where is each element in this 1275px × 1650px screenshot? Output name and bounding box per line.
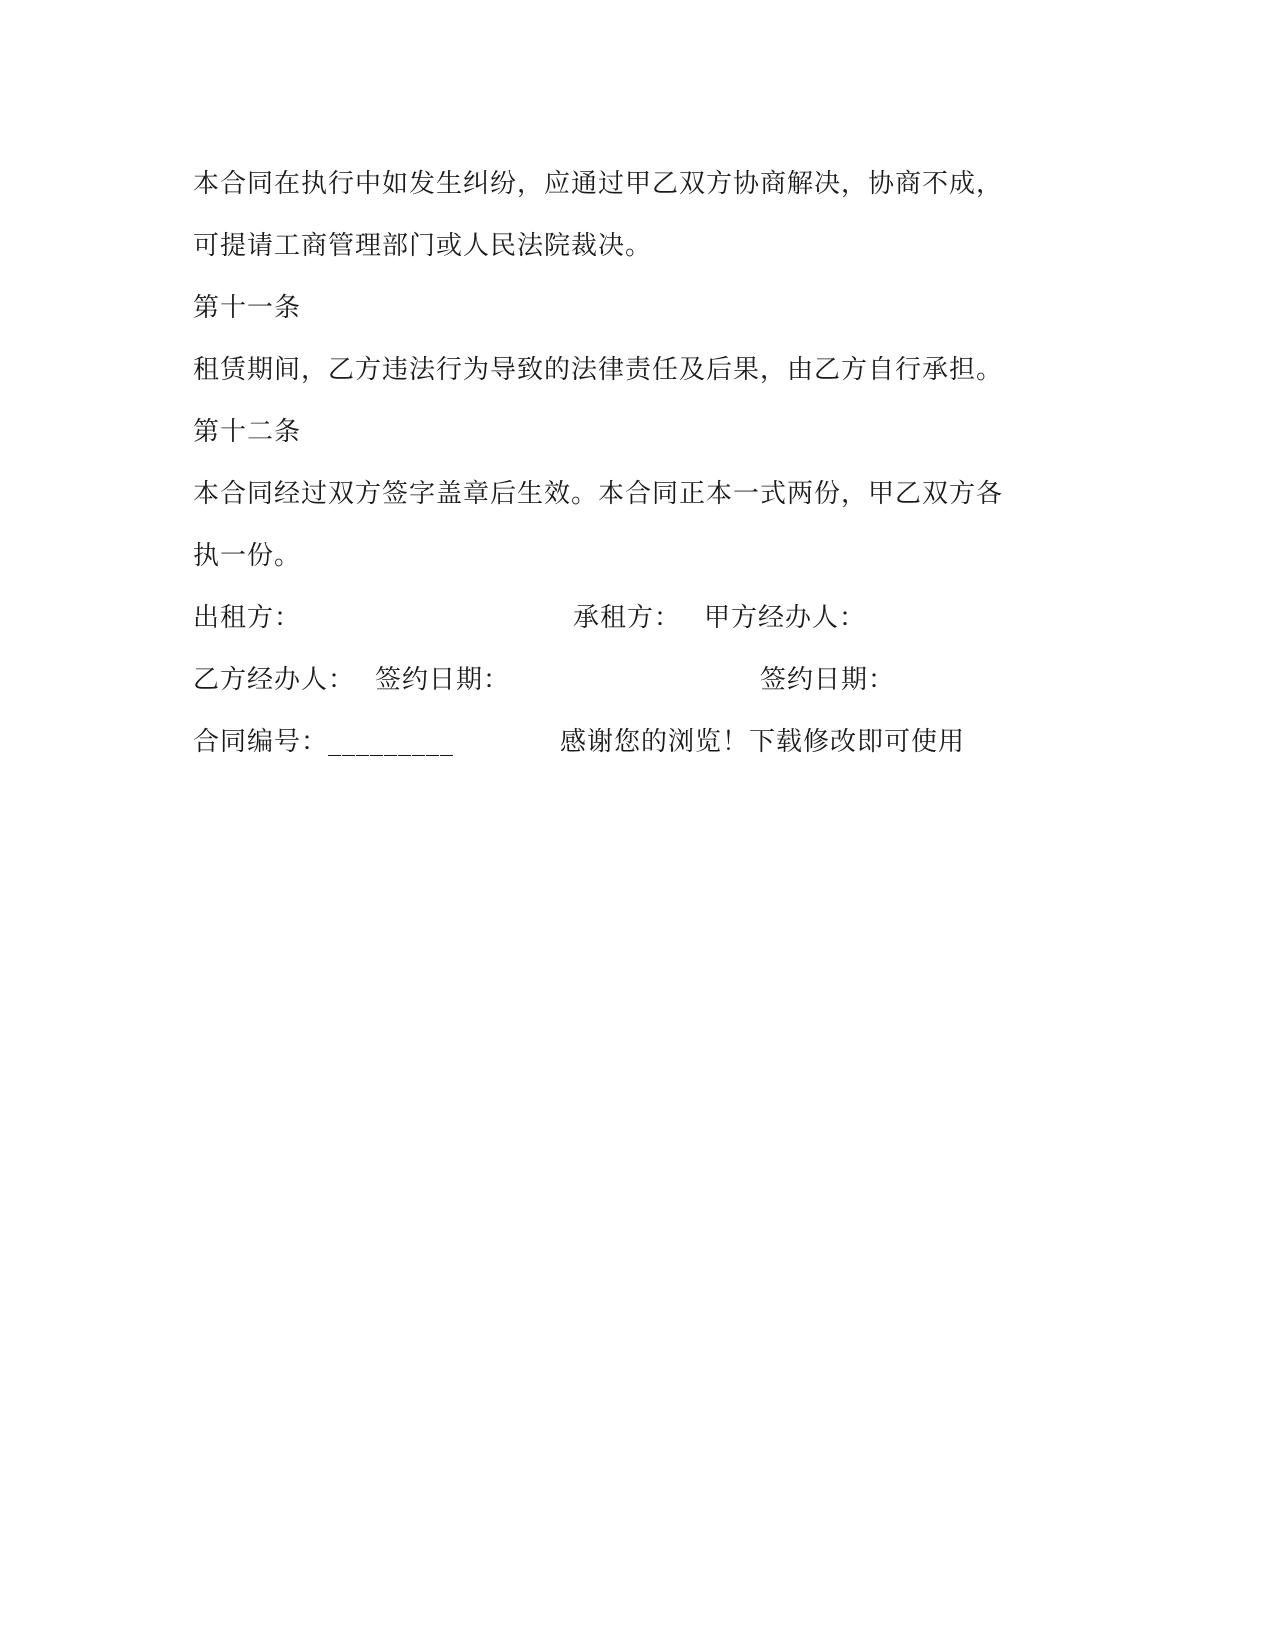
- article-12-heading: 第十二条: [193, 417, 302, 447]
- sign-date-label-left: 签约日期：: [375, 665, 511, 695]
- article-11-heading: 第十一条: [193, 293, 302, 323]
- party-a-agent-label: 甲方经办人：: [704, 603, 867, 633]
- footer-note: 感谢您的浏览！下载修改即可使用: [560, 727, 966, 757]
- party-b-agent-label: 乙方经办人：: [193, 665, 356, 695]
- paragraph-dispute-line-2: 可提请工商管理部门或人民法院裁决。: [193, 231, 653, 261]
- contract-number-label: 合同编号：_________: [193, 727, 455, 757]
- lessee-label: 承租方：: [573, 603, 682, 633]
- sign-date-label-right: 签约日期：: [760, 665, 896, 695]
- paragraph-effective-line-2: 执一份。: [193, 541, 302, 571]
- paragraph-effective-line-1: 本合同经过双方签字盖章后生效。本合同正本一式两份，甲乙双方各: [193, 479, 1004, 509]
- lessor-label: 出租方：: [193, 603, 302, 633]
- paragraph-liability: 租赁期间，乙方违法行为导致的法律责任及后果，由乙方自行承担。: [193, 355, 1004, 385]
- paragraph-dispute-line-1: 本合同在执行中如发生纠纷，应通过甲乙双方协商解决，协商不成，: [193, 169, 1004, 199]
